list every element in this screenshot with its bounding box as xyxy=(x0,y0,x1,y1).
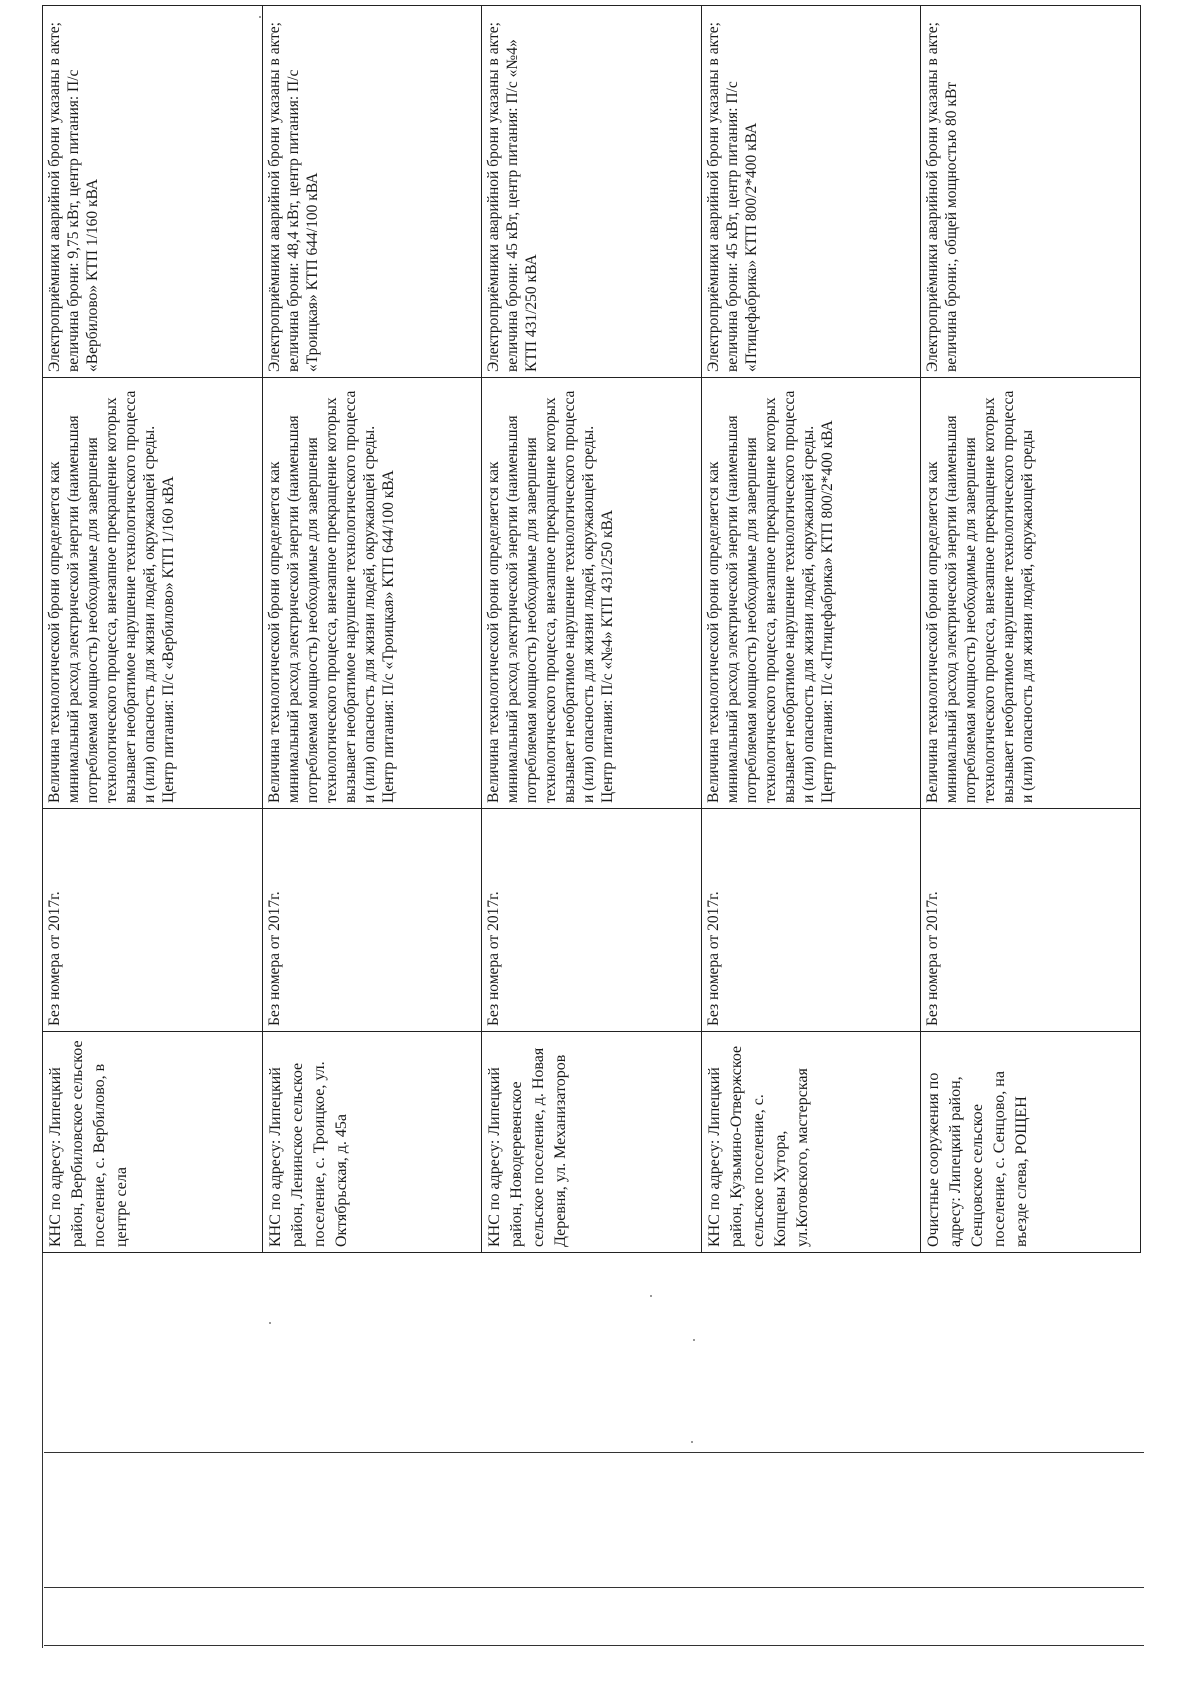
horizontal-rule xyxy=(44,1645,1144,1646)
act-cell: Без номера от 2017г. xyxy=(701,809,921,1032)
emergency-reserve-cell: Электроприёмники аварийной брони указаны в акте; величина брони:, общей мощностью 80 кВт xyxy=(921,6,1141,378)
table-row xyxy=(43,6,263,1253)
rotated-table-wrapper xyxy=(42,22,1140,1253)
tech-reserve-cell: Величина технологической брони определяется как минимальный расход электрической энергии (наименьшая потребляемая мощность) необходимые для завершения технологического процесса, внезапное прекращение которых вызывает необратимое нарушение технологического процесса и (или) опасность для жизни людей, окружающей среды. Центр питания: П/с «Троицкая» КТП 644/100 кВА xyxy=(262,378,482,809)
act-cell: Без номера от 2017г. xyxy=(921,809,1141,1032)
emergency-reserve-cell: Электроприёмники аварийной брони указаны в акте; величина брони: 45 кВт, центр питания: П/с «№4» КТП 431/250 кВА xyxy=(482,6,702,378)
act-cell: Без номера от 2017г. xyxy=(43,809,263,1032)
table-row xyxy=(921,6,1141,1253)
table-row xyxy=(262,6,482,1253)
emergency-reserve-cell: Электроприёмники аварийной брони указаны в акте; величина брони: 45 кВт, центр питания: П/с «Птицефабрика» КТП 800/2*400 кВА xyxy=(701,6,921,378)
scan-speck xyxy=(650,1295,652,1297)
emergency-reserve-cell: Электроприёмники аварийной брони указаны в акте; величина брони: 48,4 кВт, центр питания: П/с «Троицкая» КТП 644/100 кВА xyxy=(262,6,482,378)
emergency-reserve-cell: Электроприёмники аварийной брони указаны в акте; величина брони: 9,75 кВт, центр питания: П/с «Вербилово» КТП 1/160 кВА xyxy=(43,6,263,378)
object-cell: КНС по адресу: Липецкий район, Ленинское сельское поселение, с. Троицкое, ул. Октябрьская, д. 45а xyxy=(262,1032,482,1253)
object-cell: КНС по адресу: Липецкий район, Новодеревенское сельское поселение, д. Новая Деревня, ул. Механизаторов xyxy=(482,1032,702,1253)
scan-speck xyxy=(691,1441,693,1443)
table-row xyxy=(701,6,921,1253)
act-cell: Без номера от 2017г. xyxy=(262,809,482,1032)
reserve-table xyxy=(42,5,1141,1253)
tech-reserve-cell: Величина технологической брони определяется как минимальный расход электрической энергии (наименьшая потребляемая мощность) необходимые для завершения технологического процесса, внезапное прекращение которых вызывает необратимое нарушение технологического процесса и (или) опасность для жизни людей, окружающей среды. Центр питания: П/с «Птицефабрика» КТП 800/2*400 кВА xyxy=(701,378,921,809)
scan-speck xyxy=(259,16,261,18)
horizontal-rule xyxy=(44,1452,1144,1453)
tech-reserve-cell: Величина технологической брони определяется как минимальный расход электрической энергии (наименьшая потребляемая мощность) необходимые для завершения технологического процесса, внезапное прекращение которых вызывает необратимое нарушение технологического процесса и (или) опасность для жизни людей, окружающей среды xyxy=(921,378,1141,809)
object-cell: Очистные сооружения по адресу: Липецкий район, Сенцовское сельское поселение, с. Сенцово, на въезде слева, РОЩЕН xyxy=(921,1032,1141,1253)
horizontal-rule xyxy=(44,1587,1144,1588)
act-cell: Без номера от 2017г. xyxy=(482,809,702,1032)
object-cell: КНС по адресу: Липецкий район, Кузьмино-Отвержское сельское поселение, с. Копцевы Хутора, ул.Котовского, мастерская xyxy=(701,1032,921,1253)
object-cell: КНС по адресу: Липецкий район, Вербиловское сельское поселение, с. Вербилово, в центре села xyxy=(43,1032,263,1253)
table-area xyxy=(42,22,1140,1253)
table-row xyxy=(482,6,702,1253)
tech-reserve-cell: Величина технологической брони определяется как минимальный расход электрической энергии (наименьшая потребляемая мощность) необходимые для завершения технологического процесса, внезапное прекращение которых вызывает необратимое нарушение технологического процесса и (или) опасность для жизни людей, окружающей среды. Центр питания: П/с «Вербилово» КТП 1/160 кВА xyxy=(43,378,263,809)
tech-reserve-cell: Величина технологической брони определяется как минимальный расход электрической энергии (наименьшая потребляемая мощность) необходимые для завершения технологического процесса, внезапное прекращение которых вызывает необратимое нарушение технологического процесса и (или) опасность для жизни людей, окружающей среды. Центр питания: П/с «№4» КТП 431/250 кВА xyxy=(482,378,702,809)
scan-speck xyxy=(269,1322,271,1324)
scan-speck xyxy=(693,1339,695,1341)
